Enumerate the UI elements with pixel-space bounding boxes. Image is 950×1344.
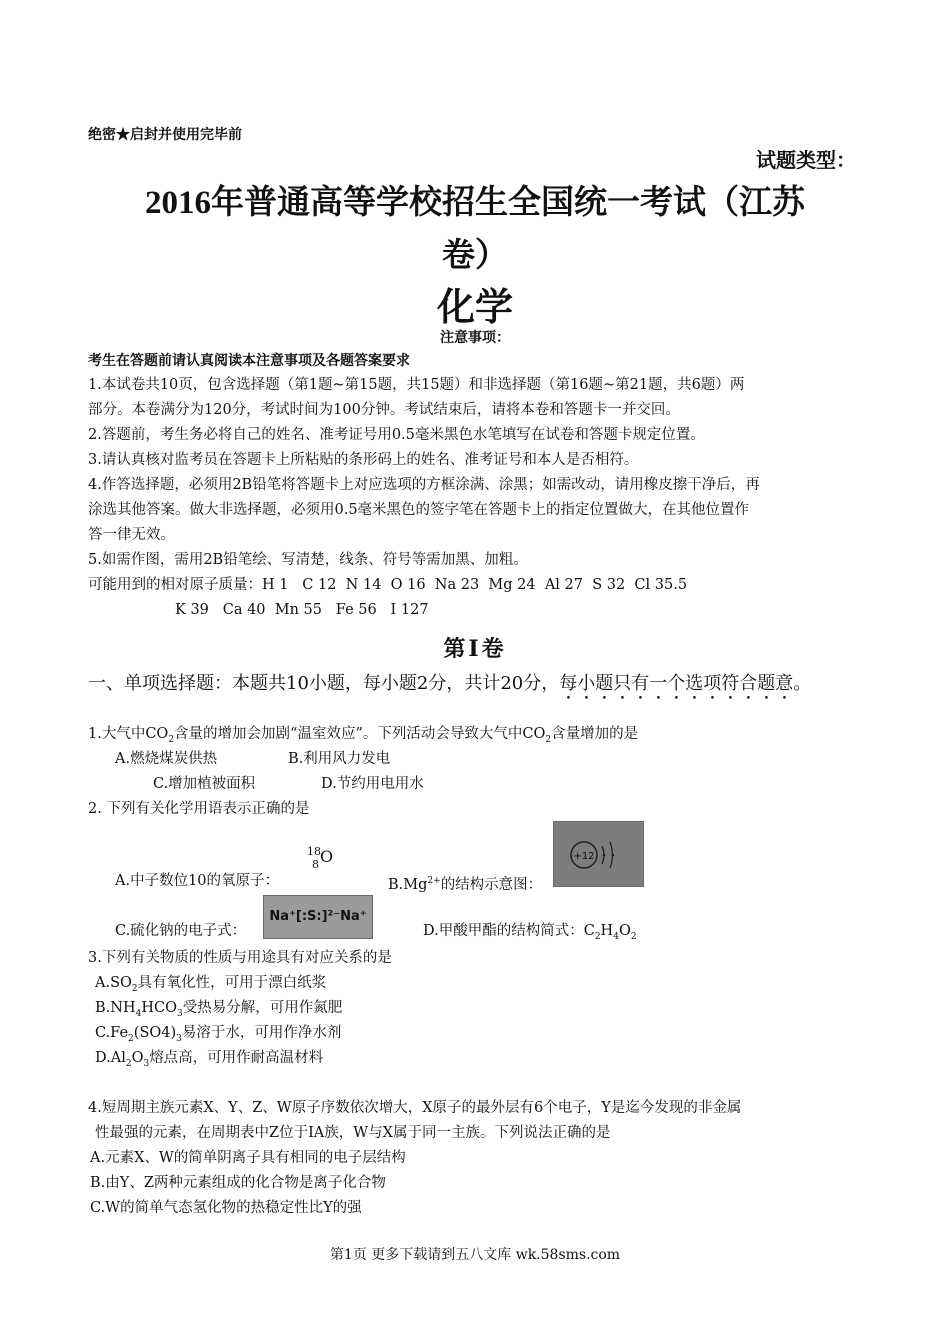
q3-option-d: $D.Al_2O_3$熔点高，可用作耐高温材料 — [95, 1050, 324, 1069]
atomic-mass-line2: K 39 Ca 40 Mn 55 Fe 56 I 127 — [175, 602, 429, 618]
isotope-symbol: O — [320, 847, 334, 866]
section1-heading — [88, 669, 811, 704]
notice-heading: 注意事项： — [440, 330, 510, 346]
exam-title-line1: 2016年普通高等学校招生全国统一考试（江苏 — [145, 185, 805, 221]
q1-option-c: C.增加植被面积 — [153, 776, 256, 792]
notice-item: 2.答题前，考生务必将自己的姓名、准考证号用0.5毫米黑色水笔填写在试卷和答题卡规定位置。 — [88, 427, 705, 443]
atomic-mass-line1: 可能用到的相对原子质量：H 1 C 12 N 14 O 16 Na 23 Mg 24 Al 27 S 32 Cl 35.5 — [88, 577, 688, 593]
q4-option-c: C.W的简单气态氢化物的热稳定性比Y的强 — [90, 1200, 362, 1216]
question-type-label: 试题类型： — [756, 148, 856, 172]
page-footer: 第1页 更多下载请到五八文库 wk.58sms.com — [329, 1247, 621, 1263]
mg-nucleus-label: +12 — [573, 851, 595, 862]
q3-stem: 3.下列有关物质的性质与用途具有对应关系的是 — [88, 950, 392, 966]
notice-intro: 考生在答题前请认真阅读本注意事项及各题答案要求 — [88, 353, 410, 369]
isotope-atomic-number: 8 — [312, 858, 319, 871]
q4-stem-line2: 性最强的元素，在周期表中Z位于IA族，W与X属于同一主族。下列说法正确的是 — [95, 1125, 611, 1141]
q4-option-b: B.由Y、Z两种元素组成的化合物是离子化合物 — [90, 1175, 386, 1191]
na2s-electron-formula-image — [263, 895, 373, 939]
q1-option-b: B.利用风力发电 — [288, 751, 391, 767]
notice-item: 4.作答选择题，必须用2B铅笔将答题卡上对应选项的方框涂满、涂黑；如需改动，请用橡皮擦干净后，再 — [88, 477, 760, 493]
secret-label: 绝密★启封并使用完毕前 — [88, 127, 242, 143]
q1-stem: 1.大气中$CO_2$含量的增加会加剧“温室效应”。下列活动会导致大气中$CO_2$含量增加的是 — [88, 726, 639, 745]
section1-suffix: 。 — [793, 673, 812, 694]
notice-item: 1.本试卷共10页，包含选择题（第1题~第15题，共15题）和非选择题（第16题~第21题，共6题）两 — [88, 377, 745, 393]
section1-emphasis: 每小题只有一个选项符合题意 — [559, 673, 794, 694]
q4-option-a: A.元素X、W的简单阴离子具有相同的电子层结构 — [90, 1150, 406, 1166]
exam-title-line2: 卷） — [442, 238, 508, 274]
q4-stem-line1: 4.短周期主族元素X、Y、Z、W原子序数依次增大，X原子的最外层有6个电子，Y是迄今发现的非金属 — [88, 1100, 742, 1116]
notice-item: 5.如需作图，需用2B铅笔绘、写清楚，线条、符号等需加黑、加粗。 — [88, 552, 528, 568]
q3-option-c: $C.Fe_2(SO4)_3$易溶于水，可用作净水剂 — [95, 1025, 342, 1044]
notice-item: 答一律无效。 — [88, 527, 175, 543]
mg-ion-structure-image — [553, 821, 644, 887]
q2-stem: 2. 下列有关化学用语表示正确的是 — [88, 801, 310, 817]
q3-option-b: $B.NH_4HCO_3$受热易分解，可用作氮肥 — [95, 1000, 343, 1019]
q2-option-d: D.甲酸甲酯的结构简式：$C_2H_4O_2$ — [423, 923, 637, 942]
na2s-formula-text: Na⁺[:S:]²⁻Na⁺ — [269, 909, 367, 924]
subject-title: 化学 — [436, 284, 513, 329]
isotope-mass-number: 18 — [307, 845, 321, 858]
notice-item: 3.请认真核对监考员在答题卡上所粘贴的条形码上的姓名、准考证号和本人是否相符。 — [88, 452, 639, 468]
section1-prefix: 一、单项选择题：本题共10小题，每小题2分，共计20分， — [88, 673, 560, 694]
volume-heading: 第Ⅰ卷 — [443, 636, 507, 662]
q2-option-a: A.中子数位10的氧原子： — [115, 873, 280, 889]
exam-title — [0, 176, 950, 276]
q3-option-a: $A.SO_2$具有氧化性，可用于漂白纸浆 — [95, 975, 327, 994]
notice-item: 涂选其他答案。做大非选择题，必须用0.5毫米黑色的签字笔在答题卡上的指定位置做大，在其他位置作 — [88, 502, 750, 518]
q2-option-c: C.硫化钠的电子式： — [115, 923, 247, 939]
q2-option-b: $B.Mg^{2+}$的结构示意图： — [388, 876, 543, 893]
q1-option-d: D.节约用电用水 — [321, 776, 424, 792]
q1-option-a: A.燃烧煤炭供热 — [115, 751, 218, 767]
notice-item: 部分。本卷满分为120分，考试时间为100分钟。考试结束后，请将本卷和答题卡一并交回。 — [88, 402, 680, 418]
